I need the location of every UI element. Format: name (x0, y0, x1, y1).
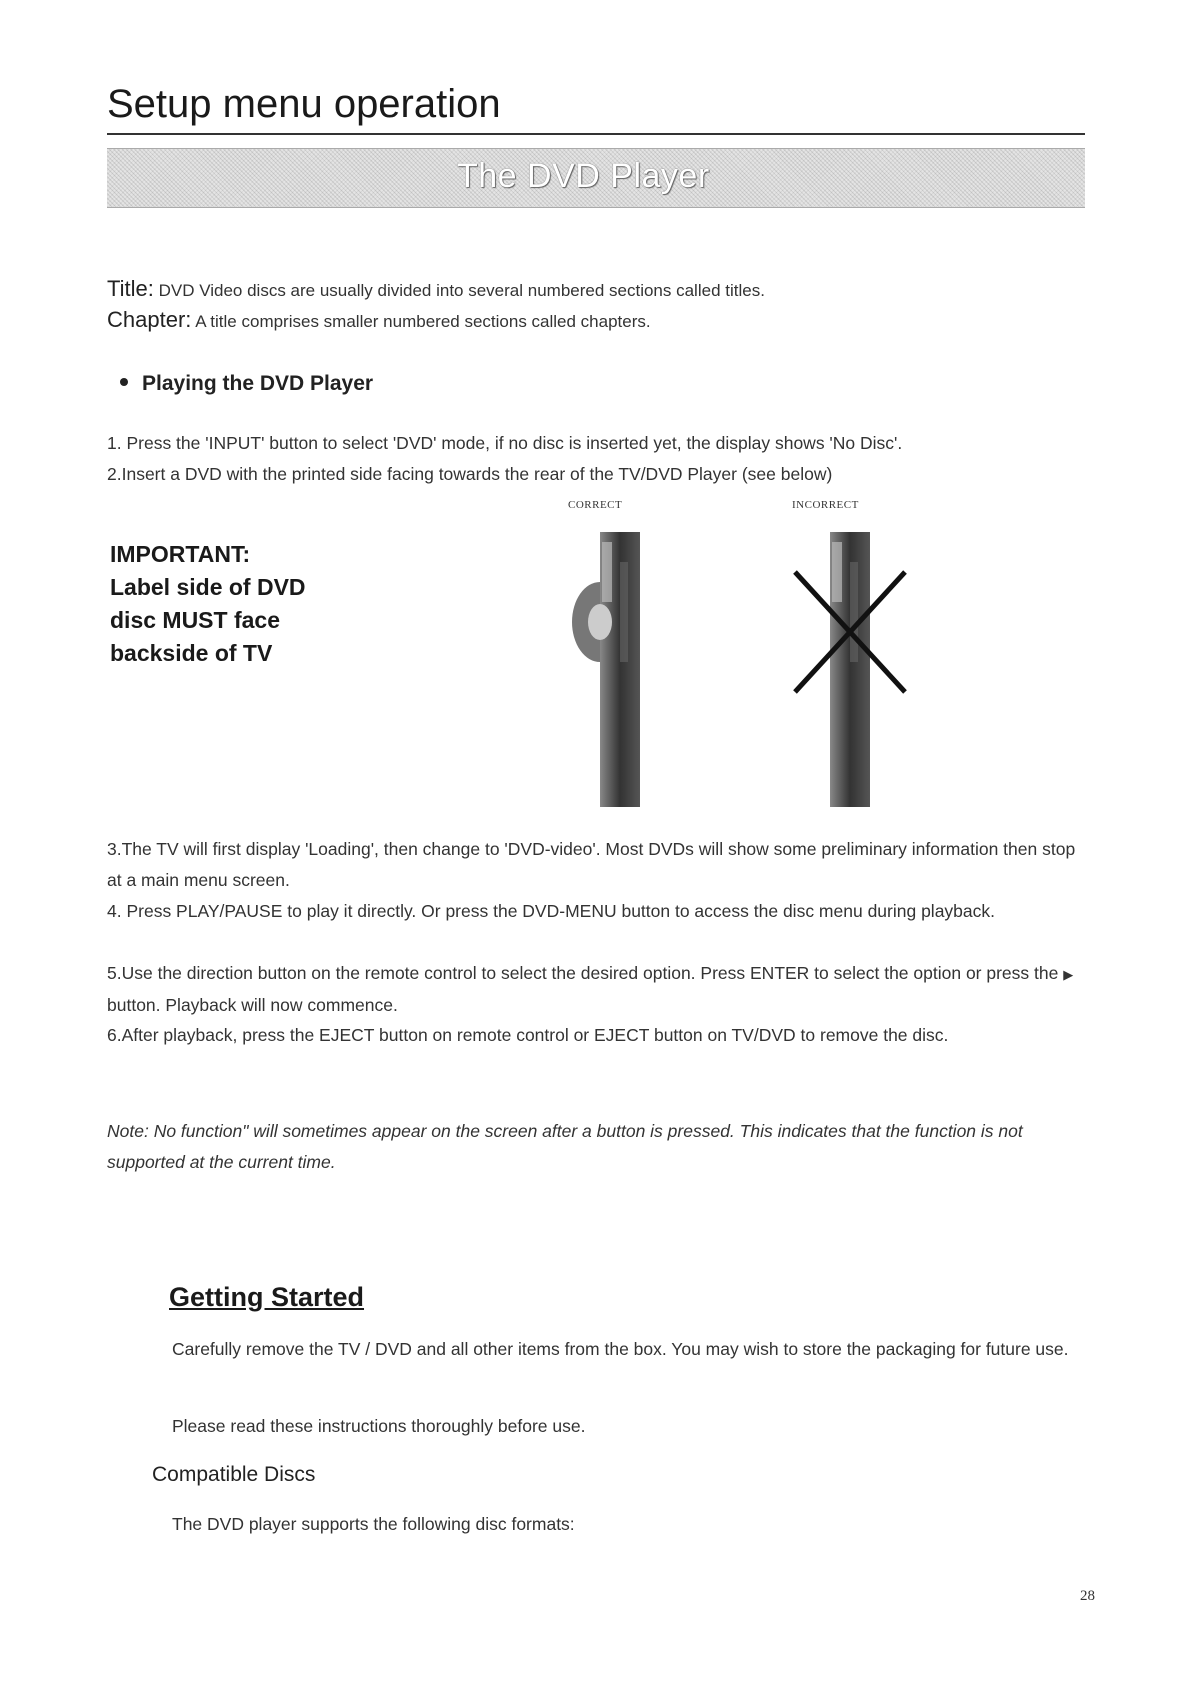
definition-chapter (107, 307, 651, 333)
page-number: 28 (1080, 1588, 1095, 1604)
definition-text: DVD Video discs are usually divided into several numbered sections called titles. (158, 281, 765, 300)
important-notice (110, 538, 360, 670)
definition-term: Chapter: (107, 307, 192, 332)
step-1: 1. Press the 'INPUT' button to select 'DVD' mode, if no disc is inserted yet, the display shows 'No Disc'. (107, 433, 903, 453)
definition-term: Title: (107, 276, 154, 301)
step-4: 4. Press PLAY/PAUSE to play it directly. Or press the DVD-MENU button to access the disc menu during playback. (107, 901, 996, 921)
bullet-icon (120, 378, 128, 386)
note: Note: No function" will sometimes appear on the screen after a button is pressed. This indicates that the function is not supported at the current time. (107, 1121, 1023, 1172)
section-banner (107, 148, 1085, 208)
playing-heading: Playing the DVD Player (120, 372, 373, 396)
important-line: IMPORTANT: (110, 541, 251, 567)
banner-title: The DVD Player (457, 157, 710, 195)
definition-title (107, 276, 765, 302)
important-line: backside of TV (110, 640, 273, 666)
title-rule (107, 133, 1085, 135)
step-5: 5.Use the direction button on the remote control to select the desired option. Press ENTER to select the option or press the ▶ button. Playback will now commence. (107, 963, 1074, 1015)
definition-text: A title comprises smaller numbered sections called chapters. (195, 312, 651, 331)
page-title: Setup menu operation (107, 82, 501, 126)
important-line: Label side of DVD (110, 574, 306, 600)
play-icon: ▶ (1063, 967, 1074, 982)
correct-insertion-image (560, 522, 680, 812)
step-6: 6.After playback, press the EJECT button on remote control or EJECT button on TV/DVD to remove the disc. (107, 1025, 949, 1045)
important-line: disc MUST face (110, 607, 280, 633)
incorrect-label: INCORRECT (792, 499, 859, 511)
compatible-discs-text: The DVD player supports the following disc formats: (172, 1514, 575, 1534)
getting-started-heading: Getting Started (169, 1282, 365, 1312)
correct-label: CORRECT (568, 499, 623, 511)
compatible-discs-heading: Compatible Discs (152, 1463, 316, 1486)
incorrect-insertion-image (780, 522, 920, 812)
step-2: 2.Insert a DVD with the printed side facing towards the rear of the TV/DVD Player (see below) (107, 464, 833, 484)
getting-started-paragraph: Carefully remove the TV / DVD and all other items from the box. You may wish to store the packaging for future use. (172, 1339, 1069, 1359)
step-3: 3.The TV will first display 'Loading', then change to 'DVD-video'. Most DVDs will show some preliminary information then stop at a main menu screen. (107, 839, 1076, 890)
getting-started-paragraph: Please read these instructions thoroughly before use. (172, 1416, 586, 1436)
